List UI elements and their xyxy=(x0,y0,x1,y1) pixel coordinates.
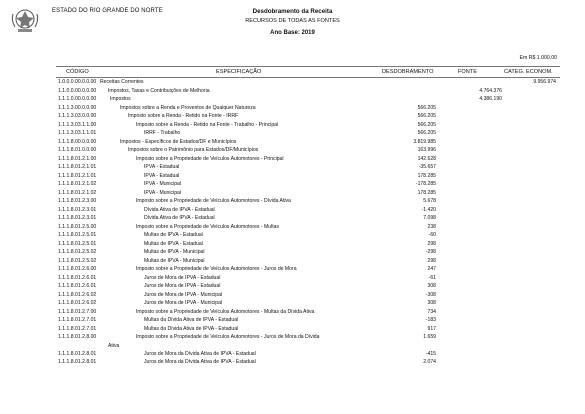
cell-specification: IPVA - Estadual xyxy=(144,172,180,179)
table-row xyxy=(56,358,560,367)
table-row xyxy=(56,95,560,104)
cell-specification: Multas de IPVA - Municipal xyxy=(144,249,205,255)
cell-code: 1.1.1.8.01.0.0.00 xyxy=(58,147,97,153)
cell-code: 1.1.1.8.01.2.5.00 xyxy=(58,223,97,230)
cell-code: 1.1.1.8.01.2.6.00 xyxy=(58,266,97,272)
revenue-table xyxy=(56,66,560,367)
cell-desdobramento: 5.678 xyxy=(423,198,436,204)
cell-code: 1.1.1.8.01.2.3.00 xyxy=(58,198,97,204)
cell-desdobramento: -1.420 xyxy=(421,206,436,213)
cell-code: 1.1.1.3.03.0.0.00 xyxy=(58,113,97,119)
table-row xyxy=(56,172,560,181)
cell-code: 1.1.1.8.01.2.1.02 xyxy=(58,181,97,187)
cell-desdobramento: -35.657 xyxy=(418,164,436,170)
cell-desdobramento: 734 xyxy=(427,308,436,315)
cell-code: 1.1.1.8.01.2.1.02 xyxy=(58,189,97,196)
cell-specification: Multas da Dívida Ativa de IPVA - Estadual xyxy=(144,325,239,332)
cell-code: 1.1.1.3.03.1.1.00 xyxy=(58,121,97,128)
table-row xyxy=(56,342,560,350)
cell-desdobramento: -415 xyxy=(425,350,436,357)
table-row xyxy=(56,197,560,206)
cell-desdobramento: 566.205 xyxy=(417,130,436,136)
cell-specification: Multas de IPVA - Estadual xyxy=(144,232,203,238)
table-row xyxy=(56,240,560,249)
table-row xyxy=(56,112,560,121)
cell-specification: Juros de Mora de IPVA - Municipal xyxy=(144,300,223,306)
cell-specification: Juros de Mora da Dívida Ativa de IPVA - Estadual xyxy=(144,359,256,365)
cell-code: 1.1.1.8.01.2.5.01 xyxy=(58,232,97,238)
cell-specification: Imposto sobre a Propriedade de Veículos Automotores - Dívida Ativa xyxy=(136,198,291,204)
cell-desdobramento: -61 xyxy=(428,274,436,281)
cell-specification: Juros de Mora de IPVA - Estadual xyxy=(144,283,221,289)
cell-specification: Impostos, Taxas e Contribuições de Melhoria xyxy=(108,87,210,94)
cell-code: 1.1.0.0.00.0.0.00 xyxy=(58,87,97,94)
column-header-spec: ESPECIFICAÇÃO xyxy=(216,69,262,75)
cell-specification: Multas de IPVA - Municipal xyxy=(144,257,205,264)
cell-specification: Impostos - Específicos de Estados/DF e Municípios xyxy=(120,138,237,145)
report-title: Desdobramento da Receita xyxy=(252,8,333,15)
cell-desdobramento: -60 xyxy=(428,232,436,238)
cell-code: 1.1.1.8.01.2.5.02 xyxy=(58,257,97,264)
cell-desdobramento: 298 xyxy=(427,240,436,247)
table-row xyxy=(56,138,560,147)
cell-code: 1.1.1.8.01.2.5.02 xyxy=(58,249,97,255)
cell-code: 1.1.1.8.01.2.7.01 xyxy=(58,325,97,332)
column-header-fonte: FONTE xyxy=(458,69,477,75)
cell-specification: Imposto sobre a Propriedade de Veículos Automotores - Principal xyxy=(136,155,284,162)
cell-desdobramento: 163.996 xyxy=(417,147,436,153)
cell-desdobramento: 238 xyxy=(427,223,436,230)
cell-code: 1.1.1.0.00.0.0.00 xyxy=(58,96,97,102)
cell-specification: Imposto sobre a Renda - Retido na Fonte - IRRF xyxy=(128,113,239,119)
cell-code: 1.1.1.8.01.2.6.01 xyxy=(58,274,97,281)
table-row xyxy=(56,104,560,113)
table-row xyxy=(56,291,560,300)
cell-desdobramento: -183 xyxy=(425,317,436,323)
table-row xyxy=(56,257,560,266)
cell-specification: Juros de Mora de IPVA - Municipal xyxy=(144,291,223,298)
cell-desdobramento: -308 xyxy=(425,291,436,298)
cell-code: 1.1.1.8.01.2.8.01 xyxy=(58,350,97,357)
table-header xyxy=(56,66,560,78)
table-row xyxy=(56,299,560,308)
cell-desdobramento: 7.098 xyxy=(423,215,436,221)
cell-categ-econom: 9.956.974 xyxy=(533,79,556,85)
column-header-categ-econom: CATEG. ECONOM. xyxy=(504,69,553,75)
column-header-desdobramento: DESDOBRAMENTO xyxy=(382,69,434,75)
cell-code: 1.1.1.8.01.2.7.01 xyxy=(58,317,97,323)
cell-code: 1.1.1.8.01.2.1.01 xyxy=(58,164,97,170)
table-row xyxy=(56,333,560,342)
cell-code: 1.1.1.8.01.2.6.02 xyxy=(58,300,97,306)
cell-specification: Imposto sobre a Propriedade de Veículos Automotores - Multas da Dívida Ativa xyxy=(136,308,315,315)
table-row xyxy=(56,146,560,155)
cell-specification: IPVA - Municipal xyxy=(144,189,181,196)
cell-desdobramento: 308 xyxy=(427,283,436,289)
table-row xyxy=(56,180,560,189)
cell-code: 1.1.1.3.03.1.1.01 xyxy=(58,130,97,136)
cell-code: 1.1.1.8.01.2.1.01 xyxy=(58,172,97,179)
table-row xyxy=(56,206,560,215)
base-year: Ano Base: 2019 xyxy=(270,30,315,36)
table-row xyxy=(56,121,560,130)
cell-code: 1.0.0.0.00.0.0.00 xyxy=(58,79,97,85)
cell-desdobramento: 3.819.985 xyxy=(413,138,436,145)
cell-specification: IRRF - Trabalho xyxy=(144,130,181,136)
cell-desdobramento: 247 xyxy=(427,266,436,272)
table-row xyxy=(56,78,560,87)
column-header-code: CÓDIGO xyxy=(66,69,89,75)
cell-specification: IPVA - Estadual xyxy=(144,164,180,170)
cell-code: 1.1.1.3.00.0.0.00 xyxy=(58,104,97,111)
cell-desdobramento: 2.074 xyxy=(423,359,436,365)
table-row xyxy=(56,265,560,274)
cell-code: 1.1.1.8.01.2.3.01 xyxy=(58,206,97,213)
report-header xyxy=(0,0,585,60)
table-row xyxy=(56,214,560,223)
cell-specification: Dívida Ativa de IPVA - Estadual xyxy=(144,215,215,221)
table-row xyxy=(56,163,560,172)
cell-desdobramento: -178.285 xyxy=(415,181,436,187)
cell-specification: Impostos sobre a Renda e Proventos de Qualquer Natureza xyxy=(120,104,256,111)
table-row xyxy=(56,248,560,257)
cell-specification: Juros de Mora de IPVA - Estadual xyxy=(144,274,221,281)
cell-specification: Imposto sobre a Propriedade de Veículos Automotores - Multas xyxy=(136,223,279,230)
table-row xyxy=(56,189,560,198)
table-row xyxy=(56,223,560,232)
cell-specification: Impostos sobre o Patrimônio para Estados/DF/Municípios xyxy=(128,147,259,153)
cell-specification: Imposto sobre a Propriedade de Veículos Automotores - Juros de Mora xyxy=(136,266,297,272)
cell-specification: Multas da Dívida Ativa de IPVA - Estadual xyxy=(144,317,239,323)
cell-code: 1.1.1.8.01.2.1.00 xyxy=(58,155,97,162)
cell-code: 1.1.1.8.01.2.8.01 xyxy=(58,359,97,365)
table-row xyxy=(56,87,560,96)
table-row xyxy=(56,308,560,317)
cell-specification: Multas de IPVA - Estadual xyxy=(144,240,203,247)
cell-desdobramento: 178.285 xyxy=(417,172,436,179)
cell-desdobramento: -298 xyxy=(425,249,436,255)
table-row xyxy=(56,231,560,240)
cell-code: 1.1.1.8.01.2.6.01 xyxy=(58,283,97,289)
cell-desdobramento: 566.205 xyxy=(417,104,436,111)
table-row xyxy=(56,316,560,325)
cell-specification: Receitas Correntes xyxy=(100,79,144,85)
cell-desdobramento: 1.659 xyxy=(423,334,436,340)
cell-fonte: 4.386.190 xyxy=(479,96,502,102)
cell-specification: Ativa xyxy=(108,342,120,349)
cell-desdobramento: 298 xyxy=(427,257,436,264)
cell-specification: Imposto sobre a Renda - Retido na Fonte - Trabalho - Principal xyxy=(136,121,279,128)
cell-code: 1.1.1.8.01.2.8.00 xyxy=(58,334,97,340)
cell-desdobramento: 917 xyxy=(427,325,436,332)
cell-code: 1.1.1.8.00.0.0.00 xyxy=(58,138,97,145)
cell-desdobramento: 566.205 xyxy=(417,121,436,128)
table-row xyxy=(56,155,560,164)
cell-desdobramento: 308 xyxy=(427,300,436,306)
cell-specification: Impostos xyxy=(110,96,131,102)
cell-code: 1.1.1.8.01.2.6.02 xyxy=(58,291,97,298)
cell-specification: Juros de Mora da Dívida Ativa de IPVA - Estadual xyxy=(144,350,256,357)
cell-code: 1.1.1.8.01.2.3.01 xyxy=(58,215,97,221)
cell-desdobramento: 566.205 xyxy=(417,113,436,119)
cell-code: 1.1.1.8.01.2.5.01 xyxy=(58,240,97,247)
table-row xyxy=(56,325,560,334)
report-subtitle: RECURSOS DE TODAS AS FONTES xyxy=(245,18,340,24)
unit-note: Em R$ 1.000,00 xyxy=(519,55,557,61)
state-name: ESTADO DO RIO GRANDE DO NORTE xyxy=(52,8,163,14)
table-body xyxy=(56,78,560,367)
table-row xyxy=(56,282,560,291)
cell-specification: Imposto sobre a Propriedade de Veículos Automotores - Juros de Mora da Dívida xyxy=(136,334,320,340)
table-row xyxy=(56,129,560,138)
cell-desdobramento: 178.285 xyxy=(417,189,436,196)
cell-desdobramento: 142.628 xyxy=(417,155,436,162)
cell-specification: IPVA - Municipal xyxy=(144,181,181,187)
table-row xyxy=(56,350,560,359)
cell-specification: Dívida Ativa de IPVA - Estadual xyxy=(144,206,215,213)
cell-fonte: 4.764.376 xyxy=(479,87,502,94)
table-row xyxy=(56,274,560,283)
cell-code: 1.1.1.8.01.2.7.00 xyxy=(58,308,97,315)
